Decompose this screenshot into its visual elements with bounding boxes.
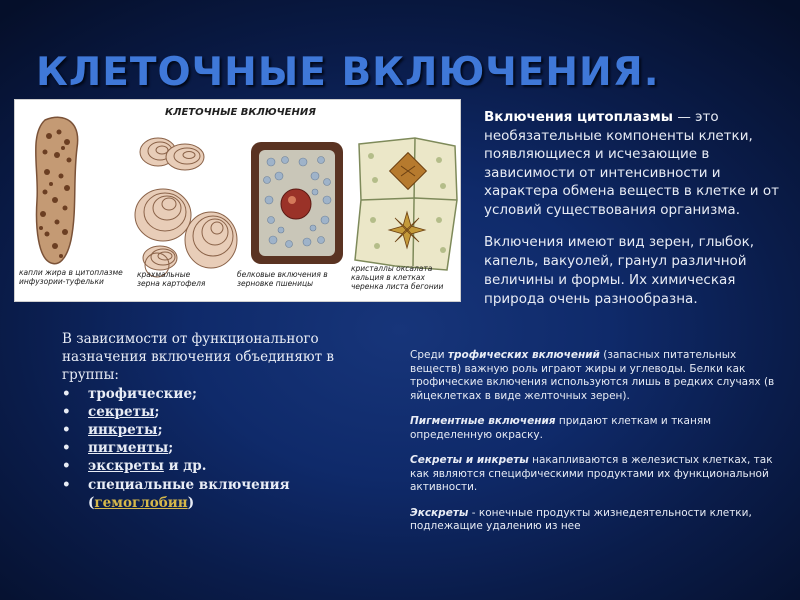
notes-block bbox=[410, 349, 782, 546]
figure-caption-crystals: кристаллы оксалата кальция в клетках черенка листа бегонии bbox=[351, 264, 444, 291]
paramecium-illustration bbox=[36, 117, 78, 263]
list-item: • инкреты; bbox=[62, 422, 163, 439]
groups-list bbox=[62, 385, 362, 512]
bullet: • bbox=[62, 422, 71, 439]
bullet: • bbox=[62, 458, 71, 475]
wheat-protein-cell-illustration bbox=[251, 142, 343, 264]
slide-title: КЛЕТОЧНЫЕ ВКЛЮЧЕНИЯ. bbox=[36, 50, 660, 95]
pigments-link[interactable]: пигменты bbox=[88, 440, 169, 457]
definition-term: Включения цитоплазмы bbox=[484, 109, 674, 125]
inclusion-forms-paragraph: Включения имеют вид зерен, глыбок, капель, вакуолей, гранул различной величины и формы. Их химическая природа очень разнообразна. bbox=[484, 234, 755, 307]
groups-block bbox=[62, 330, 362, 512]
list-item: • экскреты и др. bbox=[62, 458, 207, 475]
groups-intro: В зависимости от функционального назначения включения объединяют в группы: bbox=[62, 331, 335, 384]
definition-text: — это необязательные компоненты клетки, появляющиеся и исчезающие в зависимости от интенсивности и характера обмена веществ в клетке и от условий существования организма. bbox=[484, 109, 779, 218]
begonia-crystals-illustration bbox=[355, 138, 457, 270]
note-excrets: Экскреты - конечные продукты жизнедеятельности клетки, подлежащие удалению из нее bbox=[410, 506, 752, 532]
bullet: • bbox=[62, 476, 71, 493]
bullet: • bbox=[62, 385, 71, 402]
list-item: • секреты; bbox=[62, 403, 160, 420]
figure-caption-protein: белковые включения в зерновке пшеницы bbox=[237, 270, 328, 288]
bullet: • bbox=[62, 403, 71, 420]
list-item: • трофические; bbox=[62, 385, 198, 402]
list-item: • пигменты; bbox=[62, 440, 174, 457]
cell-inclusions-figure bbox=[14, 99, 461, 302]
hemoglobin-link[interactable]: гемоглобин bbox=[94, 494, 188, 511]
excrets-link[interactable]: экскреты bbox=[88, 458, 164, 475]
note-pigments: Пигментные включения придают клеткам и тканям определенную окраску. bbox=[410, 415, 712, 441]
figure-caption-fat: капли жира в цитоплазме инфузории-туфельки bbox=[19, 268, 123, 286]
bullet: • bbox=[62, 440, 71, 457]
note-secrets: Секреты и инкреты накапливаются в железистых клетках, так как являются специфическими продуктами их функциональной активности. bbox=[410, 454, 773, 493]
increts-link[interactable]: инкреты bbox=[88, 422, 158, 439]
figure-caption-starch: крахмальные зерна картофеля bbox=[137, 270, 206, 288]
figure-title: КЛЕТОЧНЫЕ ВКЛЮЧЕНИЯ bbox=[165, 107, 316, 118]
list-item: • специальные включения (гемоглобин) bbox=[62, 476, 290, 511]
definition-paragraph bbox=[484, 108, 780, 219]
note-trophic: Среди трофических включений (запасных питательных веществ) важную роль играют жиры и углеводы. Белки как трофические включения используются лишь в редких случаях (в яйцеклетках в виде желточных зерен). bbox=[410, 349, 775, 402]
starch-grains-illustration bbox=[135, 138, 237, 277]
secrets-link[interactable]: секреты bbox=[88, 403, 155, 420]
